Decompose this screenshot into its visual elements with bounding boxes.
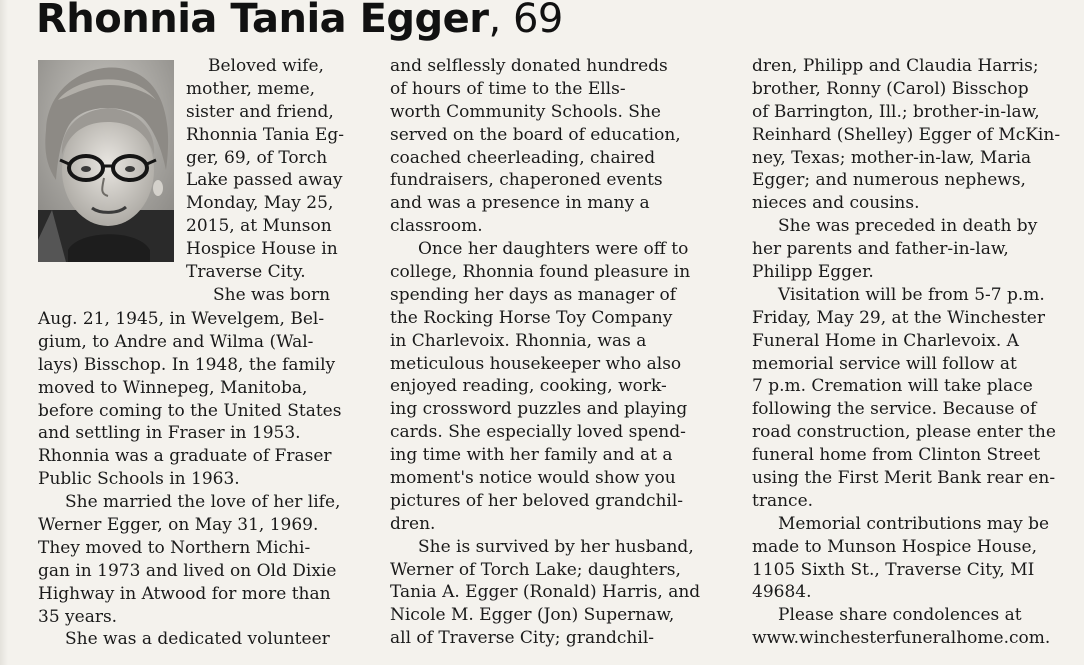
text-line: 49684. — [752, 582, 812, 603]
text-line: pictures of her beloved grandchil- — [390, 490, 684, 511]
text-line: lays) Bisschop. In 1948, the family — [38, 354, 336, 375]
text-line: 2015, at Munson — [186, 216, 332, 237]
text-line: Once her daughters were off to — [418, 239, 689, 260]
text-line: She married the love of her life, — [65, 492, 341, 513]
text-line: nieces and cousins. — [752, 193, 920, 214]
text-line: made to Munson Hospice House, — [752, 536, 1037, 557]
portrait-image — [38, 60, 174, 262]
column-1-top — [186, 55, 376, 307]
text-line: Please share condolences at — [778, 605, 1022, 626]
text-line: mother, meme, — [186, 78, 316, 99]
obituary-headline — [36, 0, 563, 42]
column-1-bottom — [38, 308, 378, 651]
text-line: ing crossword puzzles and playing — [390, 399, 688, 420]
text-line: funeral home from Clinton Street — [752, 445, 1041, 466]
text-line: Lake passed away — [186, 170, 343, 191]
text-line: road construction, please enter the — [752, 422, 1056, 443]
text-line: Reinhard (Shelley) Egger of McKin- — [752, 124, 1061, 145]
text-line: classroom. — [390, 216, 483, 237]
headline-name: Rhonnia Tania Egger — [36, 0, 489, 42]
text-line: and settling in Fraser in 1953. — [38, 423, 301, 444]
column-3 — [752, 55, 1084, 650]
text-line: brother, Ronny (Carol) Bisschop — [752, 78, 1029, 99]
text-line: following the service. Because of — [752, 399, 1037, 420]
text-line: moved to Winnepeg, Manitoba, — [38, 377, 308, 398]
text-line: trance. — [752, 490, 814, 511]
text-line: gan in 1973 and lived on Old Dixie — [38, 560, 337, 581]
text-line: Highway in Atwood for more than — [38, 583, 331, 604]
text-line: She was born — [213, 284, 331, 305]
text-line: and selflessly donated hundreds — [390, 56, 668, 76]
text-line: the Rocking Horse Toy Company — [390, 307, 673, 328]
text-line: Memorial contributions may be — [778, 513, 1050, 534]
text-line: They moved to Northern Michi- — [38, 537, 311, 558]
text-line: 35 years. — [38, 606, 118, 627]
headline-age: , 69 — [488, 0, 563, 42]
text-line: served on the board of education, — [390, 124, 681, 145]
text-line: ney, Texas; mother-in-law, Maria — [752, 147, 1032, 168]
text-line: Funeral Home in Charlevoix. A — [752, 330, 1019, 351]
text-line: dren. — [390, 513, 436, 534]
text-line: memorial service will follow at — [752, 353, 1017, 374]
text-line: before coming to the United States — [38, 400, 342, 421]
text-line: her parents and father-in-law, — [752, 239, 1009, 260]
text-line: college, Rhonnia found pleasure in — [390, 262, 691, 283]
text-line: Monday, May 25, — [186, 193, 334, 214]
text-line: Rhonnia was a graduate of Fraser — [38, 446, 332, 467]
text-line: of Barrington, Ill.; brother-in-law, — [752, 101, 1040, 122]
text-line: Traverse City. — [186, 262, 306, 283]
text-line: Nicole M. Egger (Jon) Supernaw, — [390, 605, 675, 626]
text-line: Public Schools in 1963. — [38, 469, 240, 490]
portrait-photo — [38, 60, 174, 262]
column-2 — [390, 55, 735, 650]
text-line: and was a presence in many a — [390, 193, 650, 214]
text-line: Hospice House in — [186, 239, 338, 260]
text-line: worth Community Schools. She — [390, 101, 661, 122]
text-line: 7 p.m. Cremation will take place — [752, 376, 1033, 397]
text-line: ger, 69, of Torch — [186, 147, 328, 168]
text-line: Philipp Egger. — [752, 262, 874, 283]
text-line: using the First Merit Bank rear en- — [752, 468, 1056, 489]
text-line: Visitation will be from 5-7 p.m. — [778, 284, 1045, 305]
text-line: in Charlevoix. Rhonnia, was a — [390, 330, 647, 351]
text-line: Aug. 21, 1945, in Wevelgem, Bel- — [38, 309, 325, 329]
text-line: meticulous housekeeper who also — [390, 353, 682, 374]
text-line: spending her days as manager of — [390, 284, 677, 305]
text-line: moment's notice would show you — [390, 468, 676, 489]
text-line: She was a dedicated volunteer — [65, 629, 330, 650]
text-line: sister and friend, — [186, 101, 334, 122]
text-line: She was preceded in death by — [778, 216, 1038, 237]
text-line: cards. She especially loved spend- — [390, 422, 686, 443]
text-line: Werner Egger, on May 31, 1969. — [38, 515, 319, 536]
paper-edge-shadow — [0, 0, 8, 665]
text-line: enjoyed reading, cooking, work- — [390, 376, 667, 397]
text-line: She is survived by her husband, — [418, 536, 694, 557]
text-line: of hours of time to the Ells- — [390, 78, 626, 99]
text-line: coached cheerleading, chaired — [390, 147, 656, 168]
text-line: 1105 Sixth St., Traverse City, MI — [752, 559, 1035, 580]
website-url[interactable]: www.winchesterfuneralhome.com. — [752, 628, 1051, 649]
text-line: Tania A. Egger (Ronald) Harris, and — [390, 582, 701, 603]
text-line: ing time with her family and at a — [390, 445, 673, 466]
text-line: all of Traverse City; grandchil- — [390, 628, 654, 649]
text-line: Beloved wife, — [208, 56, 324, 76]
text-line: Rhonnia Tania Eg- — [186, 124, 344, 145]
text-line: fundraisers, chaperoned events — [390, 170, 663, 191]
text-line: Friday, May 29, at the Winchester — [752, 307, 1045, 328]
text-line: Werner of Torch Lake; daughters, — [390, 559, 681, 580]
text-line: gium, to Andre and Wilma (Wal- — [38, 331, 314, 352]
text-line: Egger; and numerous nephews, — [752, 170, 1026, 191]
text-line: dren, Philipp and Claudia Harris; — [752, 56, 1039, 76]
